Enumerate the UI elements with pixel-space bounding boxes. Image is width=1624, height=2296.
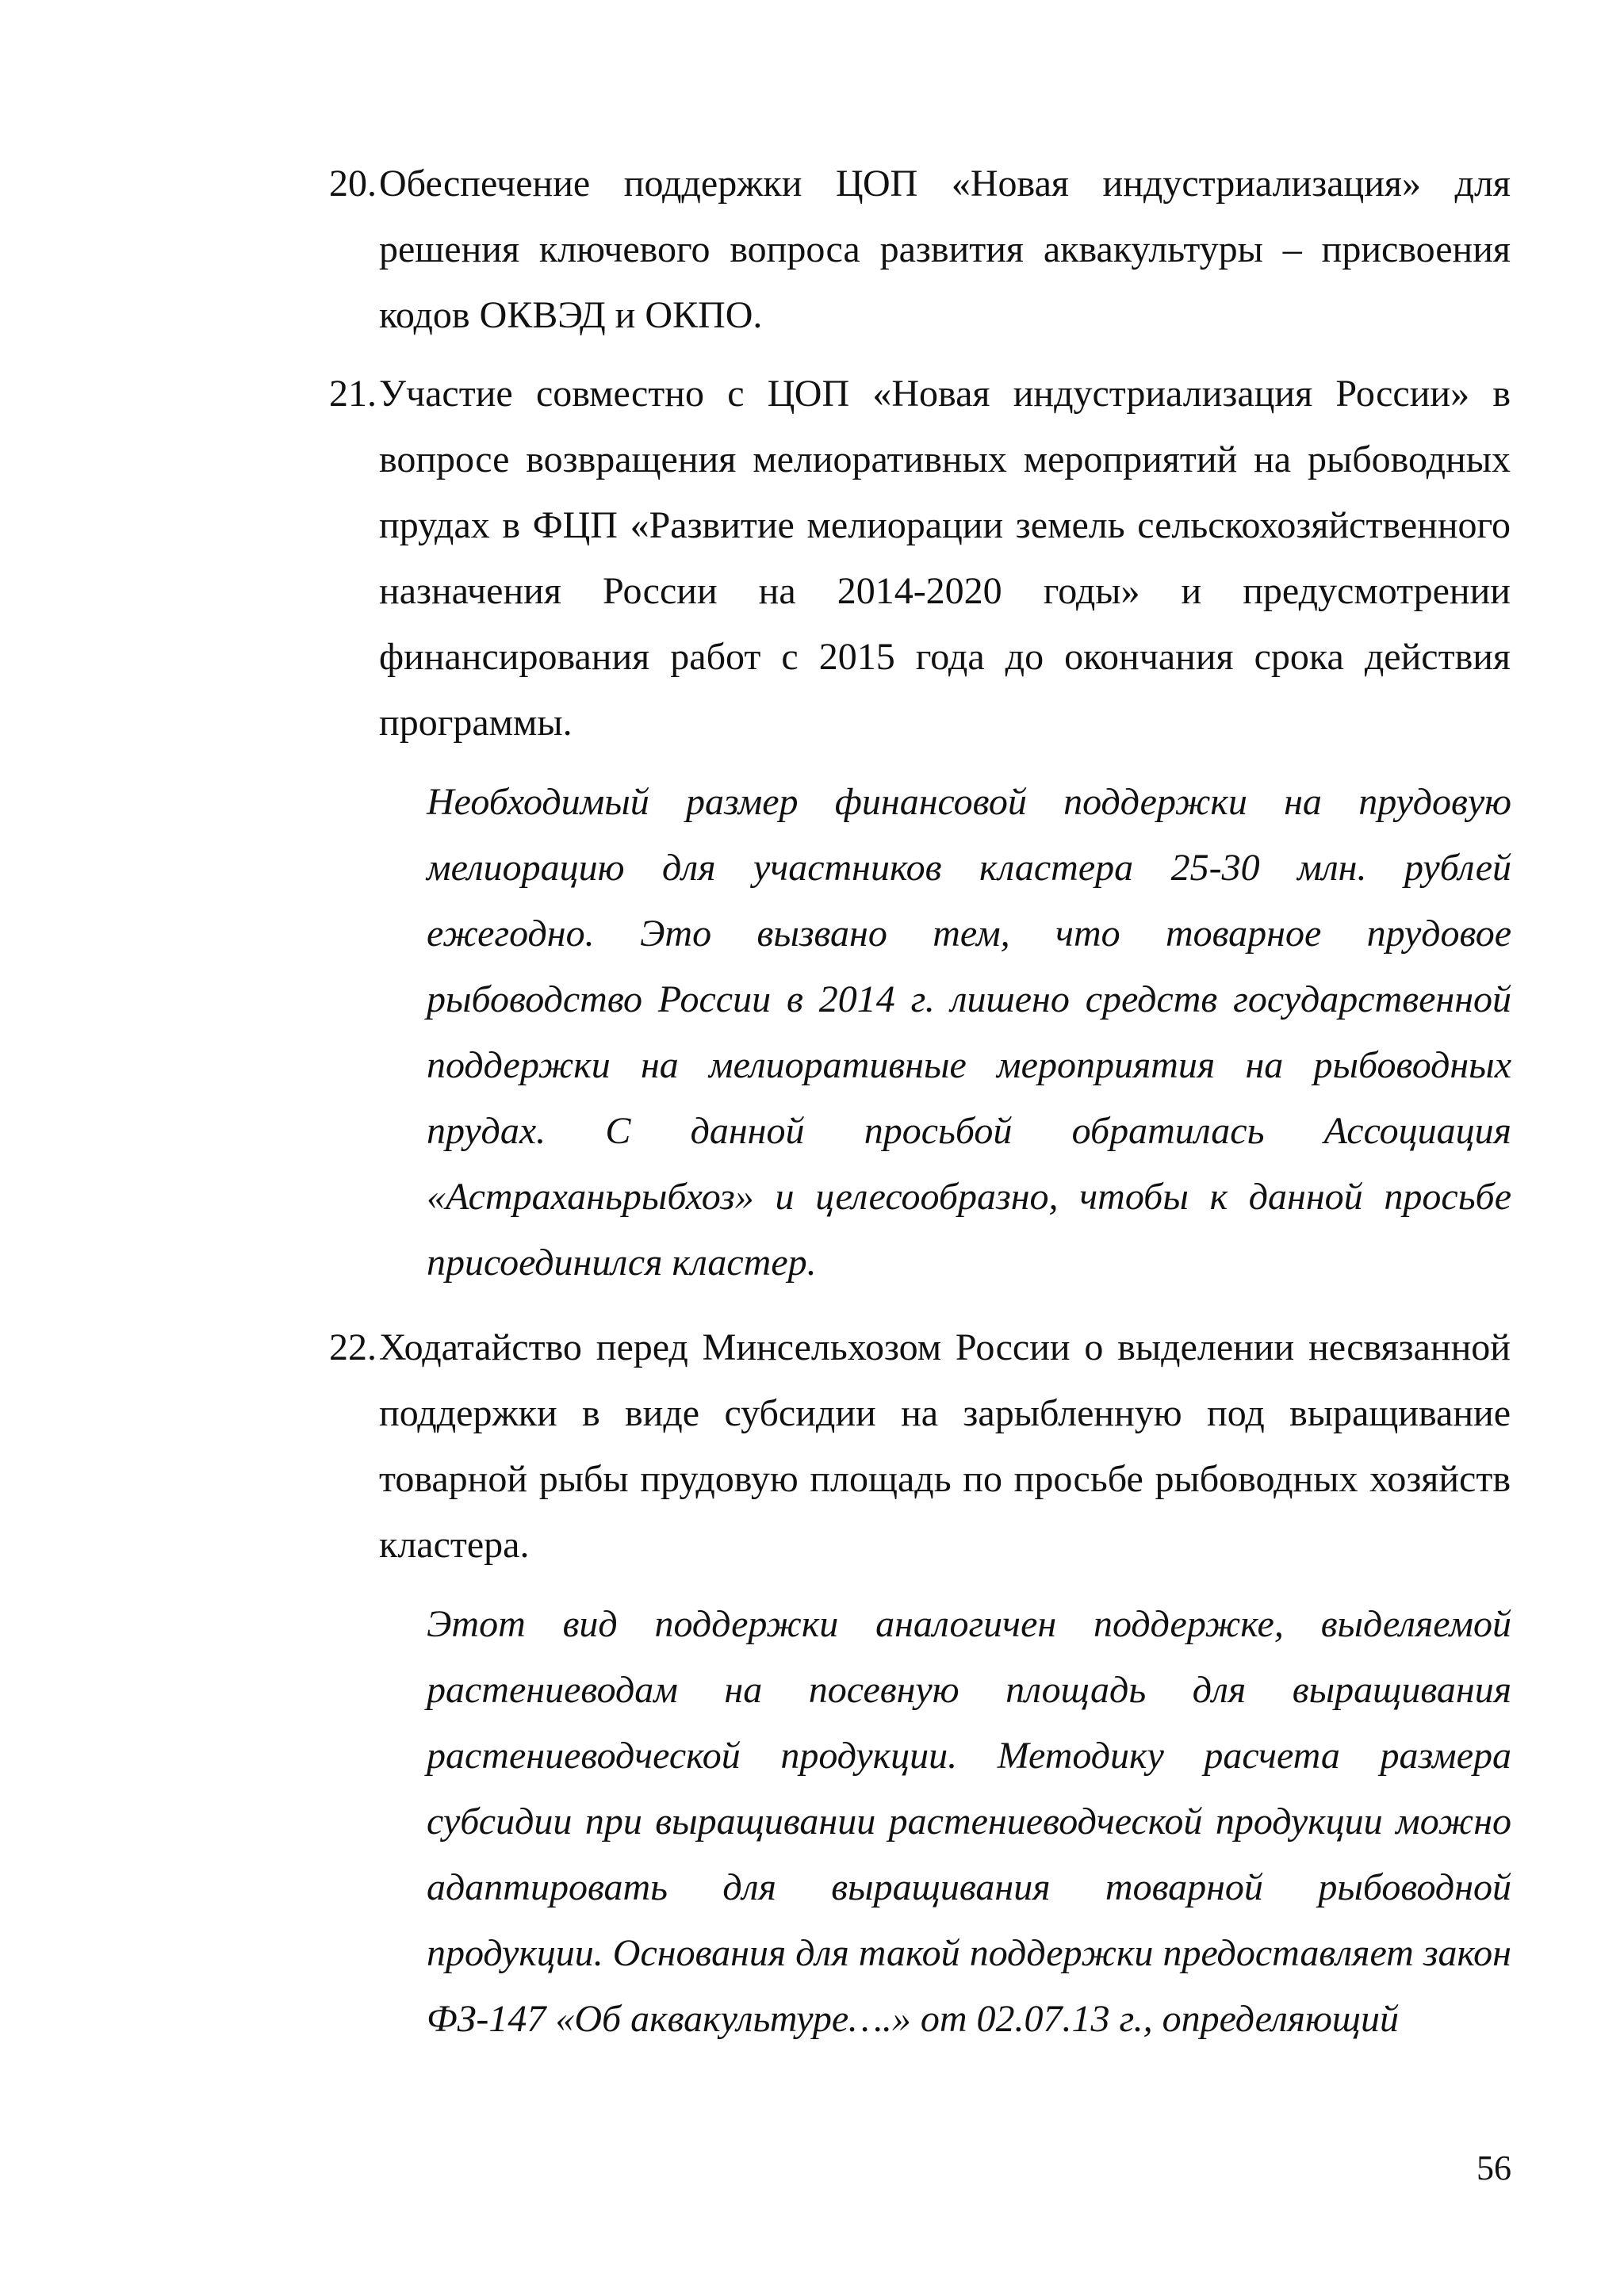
item-number: 22. [329,1326,377,1368]
item-number: 21. [329,373,377,415]
list-item-22 [329,1314,1511,1578]
list-item-21 [329,361,1511,756]
item-number: 20. [329,163,377,205]
italic-note: Необходимый размер финансовой поддержки на прудовую мелиорацию для участников кластера 25-30 млн. рублей ежегодно. Это вызвано тем, что товарное прудовое рыбоводство России в 2014 г. лишено средств государственной поддержки на мелиоративные мероприятия на рыбоводных прудах. С данной просьбой обратилась Ассоциация «Астраханьрыбхоз» и целесообразно, чтобы к данной просьбе присоединился кластер. [427,781,1511,1284]
list-item-20 [329,151,1511,348]
item-text: Обеспечение поддержки ЦОП «Новая индустриализация» для решения ключевого вопроса развития аквакультуры – присвоения кодов ОКВЭД и ОКПО. [379,163,1511,336]
item-text: Ходатайство перед Минсельхозом России о выделении несвязанной поддержки в виде субсидии на зарыбленную под выращивание товарной рыбы прудовую площадь по просьбе рыбоводных хозяйств кластера. [379,1326,1511,1566]
item-text: Участие совместно с ЦОП «Новая индустриализация России» в вопросе возвращения мелиоративных мероприятий на рыбоводных прудах в ФЦП «Развитие мелиорации земель сельскохозяйственного назначения России на 2014-2020 годы» и предусмотрении финансирования работ с 2015 года до окончания срока действия программы. [379,373,1511,744]
page-number: 56 [1477,2149,1511,2187]
italic-note: Этот вид поддержки аналогичен поддержке, выделяемой растениеводам на посевную площадь для выращивания растениеводческой продукции. Методику расчета размера субсидии при выращивании растениеводческой продукции можно адаптировать для выращивания товарной рыбоводной продукции. Основания для такой поддержки предоставляет закон ФЗ-147 «Об аквакультуре….» от 02.07.13 г., определяющий [427,1603,1511,2040]
